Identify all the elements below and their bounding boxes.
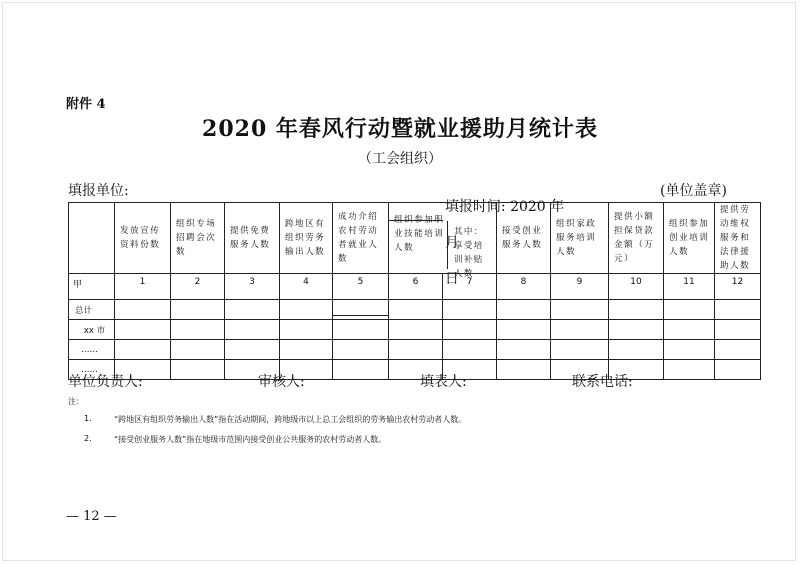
data-cell[interactable] xyxy=(443,300,497,320)
data-cell[interactable] xyxy=(171,320,225,340)
fill-day-label: 日 xyxy=(444,271,459,287)
data-cell[interactable] xyxy=(225,320,280,340)
data-cell[interactable] xyxy=(333,300,389,320)
num-cell: 1 xyxy=(115,274,171,300)
num-cell: 11 xyxy=(664,274,715,300)
header-cell: 提供免费服务人数 xyxy=(225,203,280,274)
data-cell[interactable] xyxy=(389,340,443,360)
num-cell: 10 xyxy=(609,274,664,300)
fill-date-label: 填报时间: 2020 年 xyxy=(444,199,565,215)
num-cell: 9 xyxy=(551,274,609,300)
table-row xyxy=(69,300,761,320)
data-cell[interactable] xyxy=(609,340,664,360)
page-number: — 12 — xyxy=(66,509,117,524)
header-cell: 提供小额担保贷款金额（万元） xyxy=(609,203,664,274)
note-number: 1. xyxy=(84,414,92,423)
sign-phone-label: 联系电话: xyxy=(572,374,633,390)
table-header-row xyxy=(69,203,761,274)
header-cell: 跨地区有组织劳务输出人数 xyxy=(280,203,333,274)
data-cell[interactable] xyxy=(664,360,715,380)
data-cell[interactable] xyxy=(333,340,389,360)
header-cell: 成功介绍农村劳动者就业人数 xyxy=(333,203,389,274)
data-cell[interactable] xyxy=(280,320,333,340)
data-cell[interactable] xyxy=(715,360,761,380)
num-cell: 甲 xyxy=(69,274,115,300)
table-row xyxy=(69,340,761,360)
num-cell: 5 xyxy=(333,274,389,300)
data-cell[interactable] xyxy=(664,300,715,320)
data-cell[interactable] xyxy=(497,340,551,360)
data-cell[interactable] xyxy=(715,300,761,320)
table-row xyxy=(69,320,761,340)
data-cell[interactable] xyxy=(551,340,609,360)
data-cell[interactable] xyxy=(715,340,761,360)
note-number: 2. xyxy=(84,434,92,443)
data-cell[interactable] xyxy=(225,340,280,360)
num-cell: 4 xyxy=(280,274,333,300)
page-subtitle: （工会组织） xyxy=(358,151,442,167)
header-cell: 接受创业服务人数 xyxy=(497,203,551,274)
statistics-table xyxy=(68,202,761,380)
data-cell[interactable] xyxy=(497,320,551,340)
data-cell[interactable] xyxy=(664,340,715,360)
data-cell[interactable] xyxy=(115,320,171,340)
row-label-total: 总计 xyxy=(69,300,115,320)
data-cell[interactable] xyxy=(115,340,171,360)
num-cell: 2 xyxy=(171,274,225,300)
header-cell: 发放宣传资料份数 xyxy=(115,203,171,274)
note-text: “跨地区有组织劳务输出人数”指在活动期间，跨地级市以上总工会组织的劳务输出农村劳动者人数。 xyxy=(114,415,467,424)
data-cell[interactable] xyxy=(551,300,609,320)
data-cell[interactable] xyxy=(609,320,664,340)
header-cell xyxy=(69,203,115,274)
data-cell[interactable] xyxy=(551,320,609,340)
fill-unit-label: 填报单位: xyxy=(68,183,129,199)
data-cell[interactable] xyxy=(443,320,497,340)
header-cell: 提供劳动维权服务和法律援助人数 xyxy=(715,203,761,274)
sign-reviewer-label: 审核人: xyxy=(258,374,305,390)
num-cell: 3 xyxy=(225,274,280,300)
data-cell[interactable] xyxy=(497,360,551,380)
header-cell-training: 组织参加职业技能培训人数 其中：享受培训补贴人数 xyxy=(389,203,497,274)
note-text: “接受创业服务人数”指在地级市范围内接受创业公共服务的农村劳动者人数。 xyxy=(114,435,387,444)
num-cell: 12 xyxy=(715,274,761,300)
table-row xyxy=(69,360,761,380)
data-cell[interactable] xyxy=(389,320,443,340)
data-cell[interactable] xyxy=(280,300,333,320)
data-cell[interactable] xyxy=(171,300,225,320)
row-label-ellipsis: …… xyxy=(69,340,115,360)
fill-month-label: 月 xyxy=(444,235,459,251)
header-cell: 组织专场招聘会次数 xyxy=(171,203,225,274)
num-cell: 6 xyxy=(389,274,443,300)
num-cell: 8 xyxy=(497,274,551,300)
data-cell[interactable] xyxy=(171,360,225,380)
column-number-row xyxy=(69,274,761,300)
sign-filler-label: 填表人: xyxy=(420,374,467,390)
fill-seal-label: (单位盖章) xyxy=(660,183,727,199)
header-cell: 组织参加创业培训人数 xyxy=(664,203,715,274)
page-title: 2020 年春风行动暨就业援助月统计表 xyxy=(202,116,598,142)
row-label-city: xx 市 xyxy=(69,320,115,340)
data-cell[interactable] xyxy=(389,300,443,320)
data-cell[interactable] xyxy=(609,300,664,320)
data-cell[interactable] xyxy=(280,340,333,360)
data-cell[interactable] xyxy=(443,340,497,360)
data-cell[interactable] xyxy=(664,320,715,340)
data-cell[interactable] xyxy=(115,300,171,320)
header-cell: 组织家政服务培训人数 xyxy=(551,203,609,274)
data-cell[interactable] xyxy=(333,360,389,380)
data-cell[interactable] xyxy=(225,300,280,320)
num-cell: 7 xyxy=(443,274,497,300)
attachment-label: 附件 4 xyxy=(66,97,106,112)
sub-header-subsidy: 其中：享受培训补贴人数 xyxy=(447,221,496,269)
sign-head-label: 单位负责人: xyxy=(68,374,143,390)
data-cell[interactable] xyxy=(333,320,389,340)
data-cell[interactable] xyxy=(497,300,551,320)
row-label-ellipsis: …… xyxy=(69,360,115,380)
data-cell[interactable] xyxy=(715,320,761,340)
notes-title: 注： xyxy=(68,397,84,406)
data-cell[interactable] xyxy=(171,340,225,360)
